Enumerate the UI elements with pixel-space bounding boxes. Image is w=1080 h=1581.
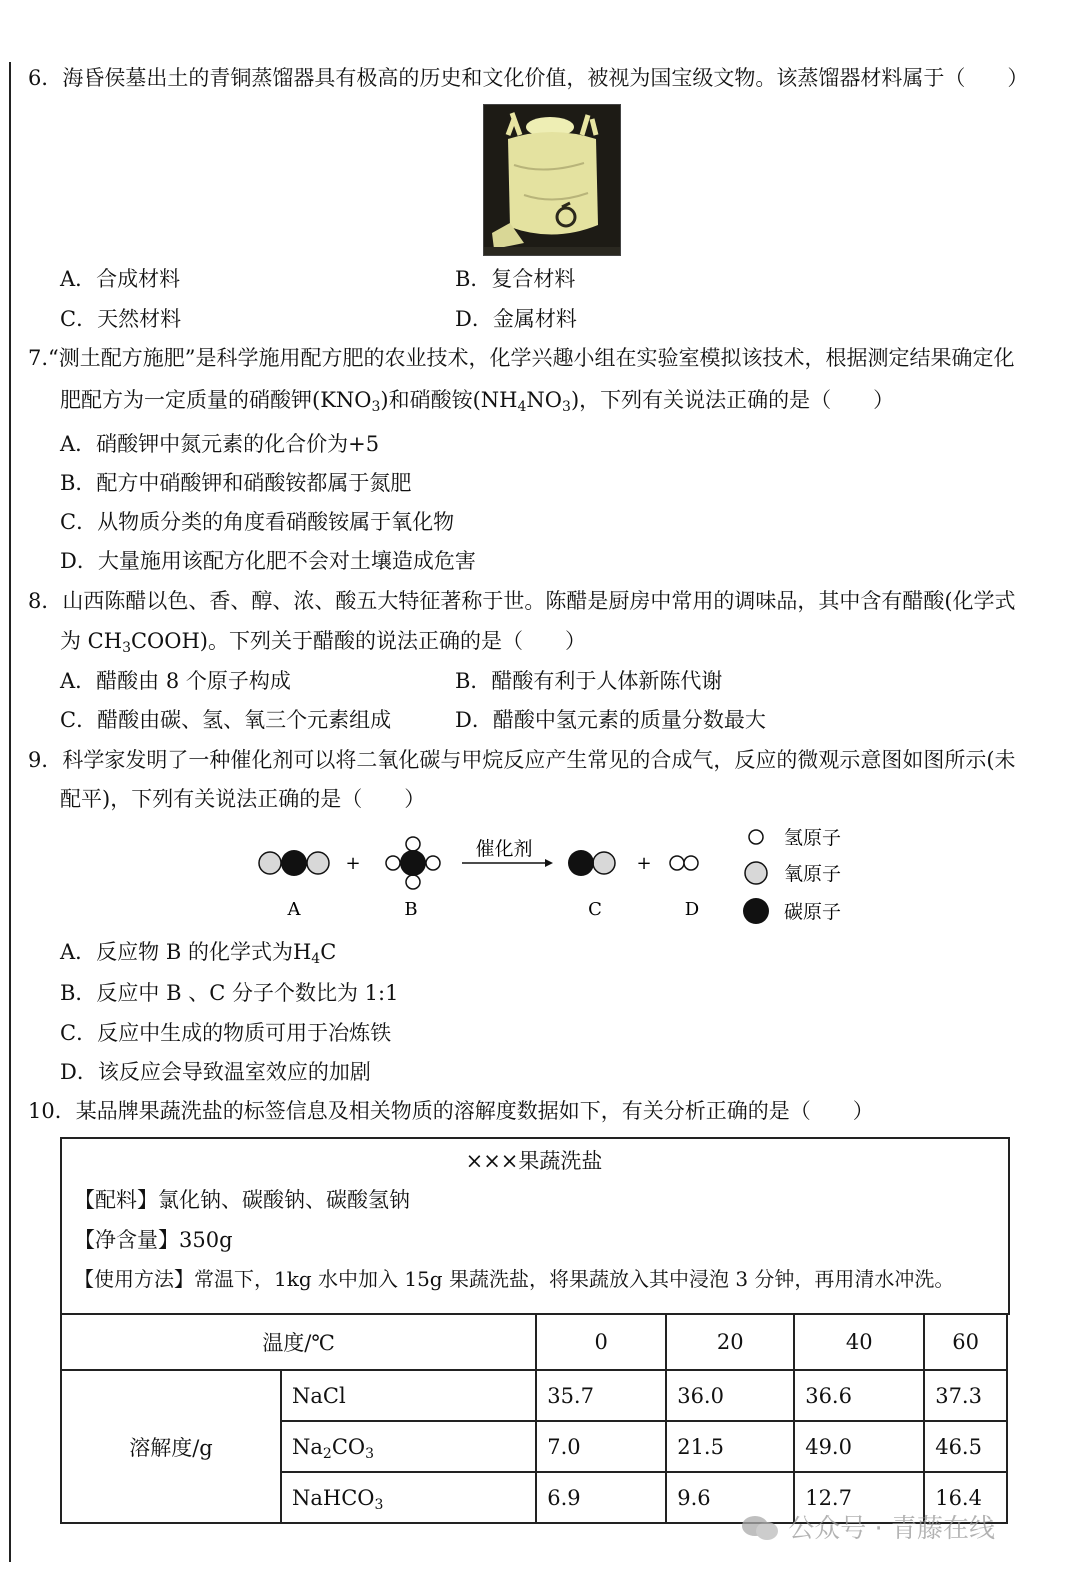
table-cell: 9.6: [666, 1472, 794, 1523]
temp-20: 20: [666, 1314, 794, 1370]
q6-option-b: B．复合材料: [455, 267, 576, 291]
temp-header: 温度/℃: [61, 1314, 536, 1370]
substance-nacl: NaCl: [281, 1370, 536, 1421]
q8-stem-line2: 为 $CH_3COOH$)。下列关于醋酸的说法正确的是（ ）: [60, 629, 586, 656]
molecule-d-h2: [670, 856, 698, 870]
table-row: [61, 1370, 1007, 1421]
left-margin-line: [9, 62, 11, 1562]
table-cell: 7.0: [536, 1421, 666, 1472]
table-header-row: [61, 1314, 1007, 1370]
table-cell: 6.9: [536, 1472, 666, 1523]
label-c: C: [588, 899, 602, 920]
h4c-formula: $H_4C$: [292, 940, 337, 967]
q10-stem: 10．某品牌果蔬洗盐的标签信息及相关物质的溶解度数据如下，有关分析正确的是（ ）: [28, 1099, 874, 1123]
q8-option-d: D．醋酸中氢元素的质量分数最大: [455, 708, 766, 732]
substance-na2co3: $Na_2CO_3$: [281, 1421, 536, 1472]
table-cell: 35.7: [536, 1370, 666, 1421]
label-a: A: [287, 899, 301, 920]
q8-stem-line1: 8．山西陈醋以色、香、醇、浓、酸五大特征著称于世。陈醋是厨房中常用的调味品，其中含有醋酸(化学式: [28, 589, 1016, 613]
q7-stem-line1: 7.“测土配方施肥”是科学施用配方肥的农业技术，化学兴趣小组在实验室模拟该技术，根据测定结果确定化: [28, 346, 1015, 370]
legend-carbon: 碳原子: [784, 901, 842, 923]
molecule-b-ch4: [386, 837, 440, 889]
q9-option-a: A．反应物 B 的化学式为$H_4C$: [60, 940, 337, 967]
table-cell: 12.7: [794, 1472, 924, 1523]
q7-option-a: A．硝酸钾中氮元素的化合价为+5: [60, 432, 380, 456]
label-d: D: [684, 899, 700, 920]
nh4no3-formula: $NH_4NO_3$: [480, 388, 571, 415]
q6-option-a: A．合成材料: [60, 267, 181, 291]
temp-40: 40: [794, 1314, 924, 1370]
solubility-table: [60, 1313, 1008, 1524]
table-cell: 36.6: [794, 1370, 924, 1421]
wechat-icon: [740, 1514, 780, 1542]
q8-option-a: A．醋酸由 8 个原子构成: [60, 669, 291, 693]
table-cell: 16.4: [924, 1472, 1007, 1523]
bronze-distiller-photo: [483, 104, 621, 256]
q6-option-d: D．金属材料: [455, 307, 577, 331]
temp-60: 60: [924, 1314, 1007, 1370]
table-cell: 37.3: [924, 1370, 1007, 1421]
q8-option-c: C．醋酸由碳、氢、氧三个元素组成: [60, 708, 392, 732]
q8-option-b: B．醋酸有利于人体新陈代谢: [455, 669, 723, 693]
q7-option-d: D．大量施用该配方化肥不会对土壤造成危害: [60, 549, 476, 573]
label-ingredients: 【配料】氯化钠、碳酸钠、碳酸氢钠: [74, 1188, 410, 1212]
molecule-c-co: [568, 850, 615, 876]
solubility-header: 溶解度/g: [61, 1370, 281, 1523]
reaction-diagram: [240, 825, 880, 935]
q9-stem-line1: 9．科学家发明了一种催化剂可以将二氧化碳与甲烷反应产生常见的合成气，反应的微观示意图如图所示(未: [28, 748, 1016, 772]
product-label-title: ×××果蔬洗盐: [465, 1149, 603, 1173]
q7-stem-line2: 肥配方为一定质量的硝酸钾$(KNO_3)$和硝酸铵$(NH_4NO_3)$，下列有关说法正确的是（ ）: [60, 388, 895, 415]
legend-oxygen: 氧原子: [784, 863, 842, 885]
plus-sign-1: +: [345, 853, 361, 874]
q7-option-c: C．从物质分类的角度看硝酸铵属于氧化物: [60, 510, 455, 534]
watermark: 公众号 · 青藤在线: [740, 1508, 995, 1545]
q9-option-d: D．该反应会导致温室效应的加剧: [60, 1060, 371, 1084]
table-cell: 46.5: [924, 1421, 1007, 1472]
plus-sign-2: +: [636, 853, 652, 874]
molecule-a-co2: [259, 850, 329, 876]
q6-stem: 6．海昏侯墓出土的青铜蒸馏器具有极高的历史和文化价值，被视为国宝级文物。该蒸馏器材料属于（ ）: [28, 66, 1029, 90]
q7-option-b: B．配方中硝酸钾和硝酸铵都属于氮肥: [60, 471, 412, 495]
label-usage: 【使用方法】常温下，1kg 水中加入 15g 果蔬洗盐，将果蔬放入其中浸泡 3 分钟，再用清水冲洗。: [74, 1267, 955, 1291]
temp-0: 0: [536, 1314, 666, 1370]
label-net-content: 【净含量】350g: [74, 1228, 233, 1252]
q9-stem-line2: 配平)，下列有关说法正确的是（ ）: [60, 787, 426, 811]
table-cell: 49.0: [794, 1421, 924, 1472]
q6-option-c: C．天然材料: [60, 307, 182, 331]
catalyst-label: 催化剂: [475, 838, 533, 860]
atom-legend: [743, 827, 841, 924]
substance-nahco3: NaHCO$_3$: [281, 1472, 536, 1523]
q9-option-b: B．反应中 B 、C 分子个数比为 1:1: [60, 981, 399, 1005]
legend-hydrogen: 氢原子: [784, 827, 842, 849]
table-cell: 36.0: [666, 1370, 794, 1421]
label-b: B: [404, 899, 418, 920]
q9-option-c: C．反应中生成的物质可用于冶炼铁: [60, 1021, 392, 1045]
table-cell: 21.5: [666, 1421, 794, 1472]
kno3-formula: $KNO_3$: [320, 388, 381, 415]
